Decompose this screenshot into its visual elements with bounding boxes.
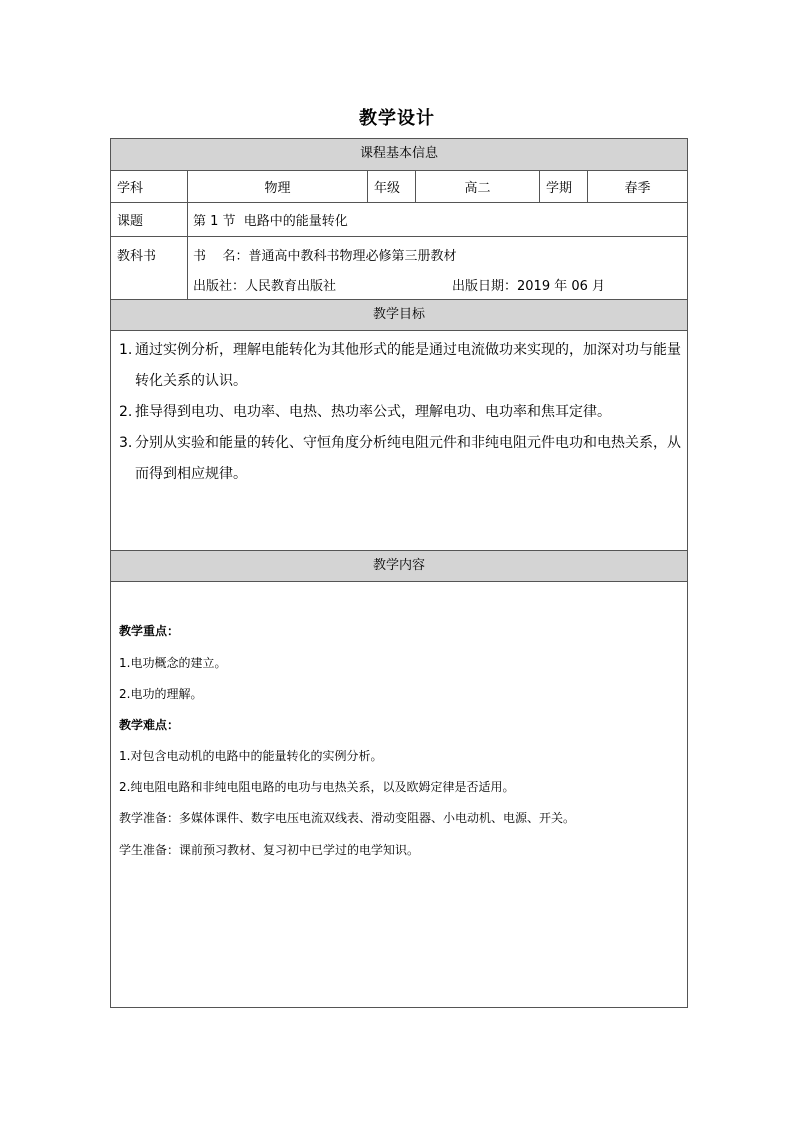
student-preparation: 学生准备：课前预习教材、复习初中已学过的电学知识。 (119, 843, 420, 857)
goals-body (111, 330, 687, 550)
textbook-details (187, 237, 687, 299)
grade-value: 高二 (415, 171, 539, 202)
grade-label: 年级 (367, 171, 415, 202)
subject-grade-term-row (111, 170, 687, 202)
term-label: 学期 (539, 171, 587, 202)
publish-date: 出版日期：2019 年 06 月 (452, 279, 606, 294)
goal-item (119, 397, 684, 428)
content-header: 教学内容 (111, 550, 687, 581)
publisher: 出版社：人民教育出版社 (193, 279, 337, 294)
document-title: 教学设计 (359, 108, 435, 129)
textbook-label: 教科书 (117, 249, 157, 264)
content-body (111, 581, 687, 1007)
goal-text: 通过实例分析，理解电能转化为其他形式的能是通过电流做功来实现的，加深对功与能量转化关系的认识。 (135, 342, 681, 389)
teacher-preparation: 教学准备：多媒体课件、数字电压电流双线表、滑动变阻器、小电动机、电源、开关。 (119, 811, 576, 825)
subject-label: 学科 (117, 181, 144, 196)
goal-item (119, 428, 684, 490)
term-value: 春季 (587, 171, 687, 202)
topic-value: 第 1 节 电路中的能量转化 (187, 203, 687, 236)
book-name: 书 名：普通高中教科书物理必修第三册教材 (193, 249, 457, 264)
goal-number: 2. (119, 404, 133, 420)
difficulty-item: 2.纯电阻电路和非纯电阻电路的电功与电热关系，以及欧姆定律是否适用。 (119, 780, 515, 794)
goal-number: 3. (119, 435, 133, 451)
key-point-item: 1.电功概念的建立。 (119, 656, 227, 670)
basic-info-header: 课程基本信息 (111, 139, 687, 170)
goals-header: 教学目标 (111, 299, 687, 330)
topic-label: 课题 (117, 214, 144, 229)
goal-text: 分别从实验和能量的转化、守恒角度分析纯电阻元件和非纯电阻元件电功和电热关系，从而得到相应规律。 (135, 435, 681, 482)
lesson-plan-table (110, 138, 688, 1008)
goal-text: 推导得到电功、电功率、电热、热功率公式，理解电功、电功率和焦耳定律。 (135, 404, 611, 420)
goal-number: 1. (119, 342, 133, 358)
subject-value: 物理 (187, 171, 367, 202)
difficulty-item: 1.对包含电动机的电路中的能量转化的实例分析。 (119, 749, 383, 763)
key-points-label: 教学重点： (119, 624, 180, 638)
goal-item (119, 335, 684, 397)
difficulties-label: 教学难点： (119, 718, 180, 732)
topic-row (111, 202, 687, 236)
key-point-item: 2.电功的理解。 (119, 687, 203, 701)
textbook-row (111, 236, 687, 299)
